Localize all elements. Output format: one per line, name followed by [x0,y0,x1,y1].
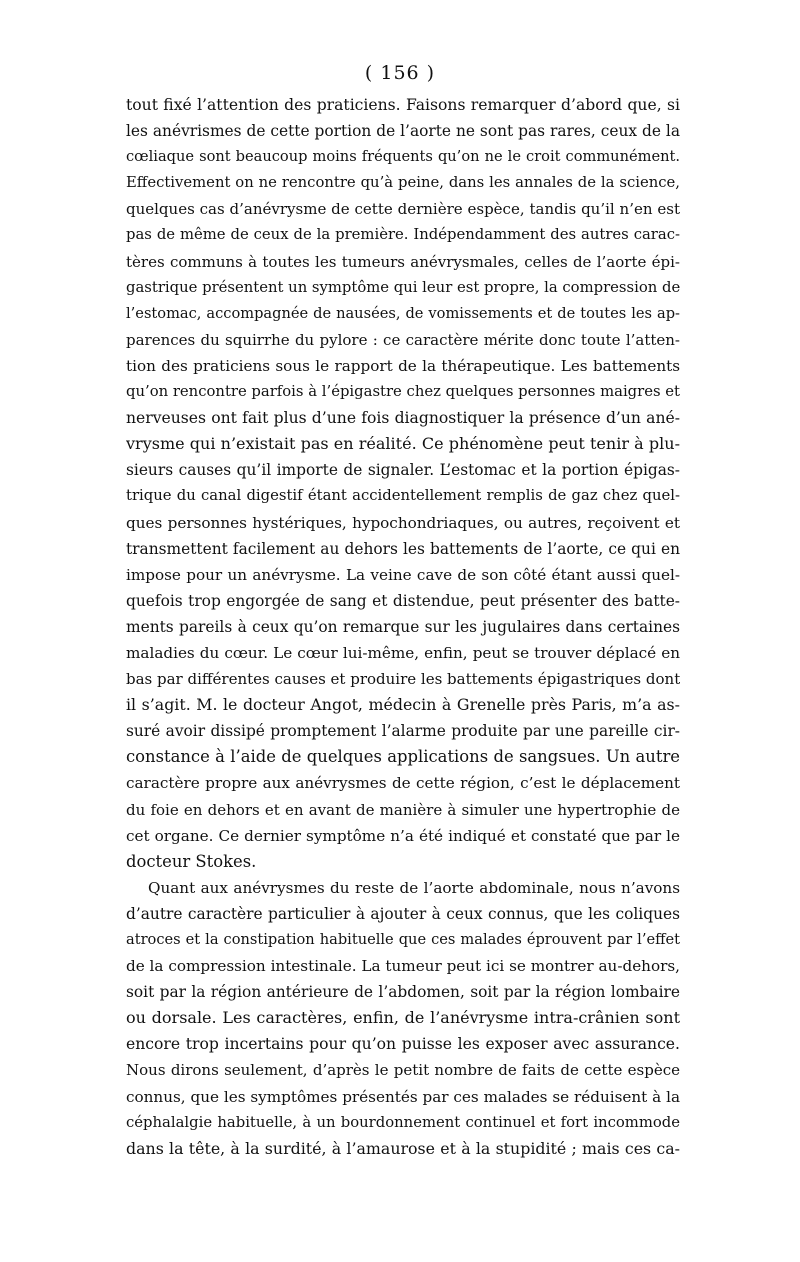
paragraph-start-line: Quant aux anévrysmes du reste de l’aorte abdominale, nous n’avons [148,878,680,897]
text-line: céphalalgie habituelle, à un bourdonnement continuel et fort incommode [126,1113,680,1131]
text-line: tion des praticiens sous le rapport de la thérapeutique. Les battements [126,356,680,375]
text-line: trique du canal digestif étant accidentellement remplis de gaz chez quel- [126,487,680,505]
text-line: d’autre caractère particulier à ajouter à ceux connus, que les coliques [126,904,680,923]
text-line: quelques cas d’anévrysme de cette dernière espèce, tandis qu’il n’en est [126,200,680,219]
text-line: pas de même de ceux de la première. Indépendamment des autres carac- [126,226,680,244]
text-line: quefois trop engorgée de sang et distendue, peut présenter des batte- [126,591,680,610]
page-number: ( 156 ) [364,62,436,84]
text-line: cœliaque sont beaucoup moins fréquents qu’on ne le croit communément. [126,148,680,166]
text-line: connus, que les symptômes présentés par ces malades se réduisent à la [126,1087,680,1106]
text-line: soit par la région antérieure de l’abdomen, soit par la région lombaire [126,983,680,1002]
text-line: Nous dirons seulement, d’après le petit nombre de faits de cette espèce [126,1061,680,1080]
text-line: ou dorsale. Les caractères, enfin, de l’anévrysme intra-crânien sont [126,1008,680,1028]
text-line: transmettent facilement au dehors les battements de l’aorte, ce qui en [126,539,680,558]
text-line: les anévrismes de cette portion de l’aorte ne sont pas rares, ceux de la [126,122,680,141]
text-line: ques personnes hystériques, hypochondriaques, ou autres, reçoivent et [126,513,680,532]
text-line: caractère propre aux anévrysmes de cette région, c’est le déplacement [126,774,680,793]
text-line: parences du squirrhe du pylore : ce caractère mérite donc toute l’atten- [126,330,680,349]
text-line: atroces et la constipation habituelle que ces malades éprouvent par l’effet [126,931,680,948]
text-line: ments pareils à ceux qu’on remarque sur les jugulaires dans certaines [126,617,680,636]
text-line: gastrique présentent un symptôme qui leur est propre, la compression de [126,278,680,296]
text-line: maladies du cœur. Le cœur lui-même, enfin, peut se trouver déplacé en [126,643,680,662]
text-line: tout fixé l’attention des praticiens. Faisons remarquer d’abord que, si [126,96,680,114]
text-line: encore trop incertains pour qu’on puisse les exposer avec assurance. [126,1035,680,1054]
text-line: bas par différentes causes et produire les battements épigastriques dont [126,670,680,689]
body-text [126,92,680,1162]
text-line: il s’agit. M. le docteur Angot, médecin à Grenelle près Paris, m’a as- [126,695,680,715]
text-line: cet organe. Ce dernier symptôme n’a été indiqué et constaté que par le [126,826,680,845]
text-line: Effectivement on ne rencontre qu’à peine, dans les annales de la science, [126,174,680,192]
text-line: sieurs causes qu’il importe de signaler. L’estomac et la portion épigas- [126,461,680,480]
text-line: nerveuses ont fait plus d’une fois diagnostiquer la présence d’un ané- [126,409,680,428]
text-line: constance à l’aide de quelques applications de sangsues. Un autre [126,747,680,767]
text-line: qu’on rencontre parfois à l’épigastre chez quelques personnes maigres et [126,383,680,401]
text-line: tères communs à toutes les tumeurs anévrysmales, celles de l’aorte épi- [126,252,680,271]
text-line: suré avoir dissipé promptement l’alarme produite par une pareille cir- [126,722,680,741]
text-line: du foie en dehors et en avant de manière à simuler une hypertrophie de [126,800,680,819]
text-line: impose pour un anévrysme. La veine cave de son côté étant aussi quel- [126,565,680,584]
text-line: l’estomac, accompagnée de nausées, de vomissements et de toutes les ap- [126,304,680,322]
text-line: de la compression intestinale. La tumeur peut ici se montrer au-dehors, [126,957,680,976]
paragraph-end-line: docteur Stokes. [126,851,257,871]
text-line: dans la tête, à la surdité, à l’amaurose et à la stupidité ; mais ces ca- [126,1138,680,1158]
text-line: vrysme qui n’existait pas en réalité. Ce phénomène peut tenir à plu- [126,434,680,454]
